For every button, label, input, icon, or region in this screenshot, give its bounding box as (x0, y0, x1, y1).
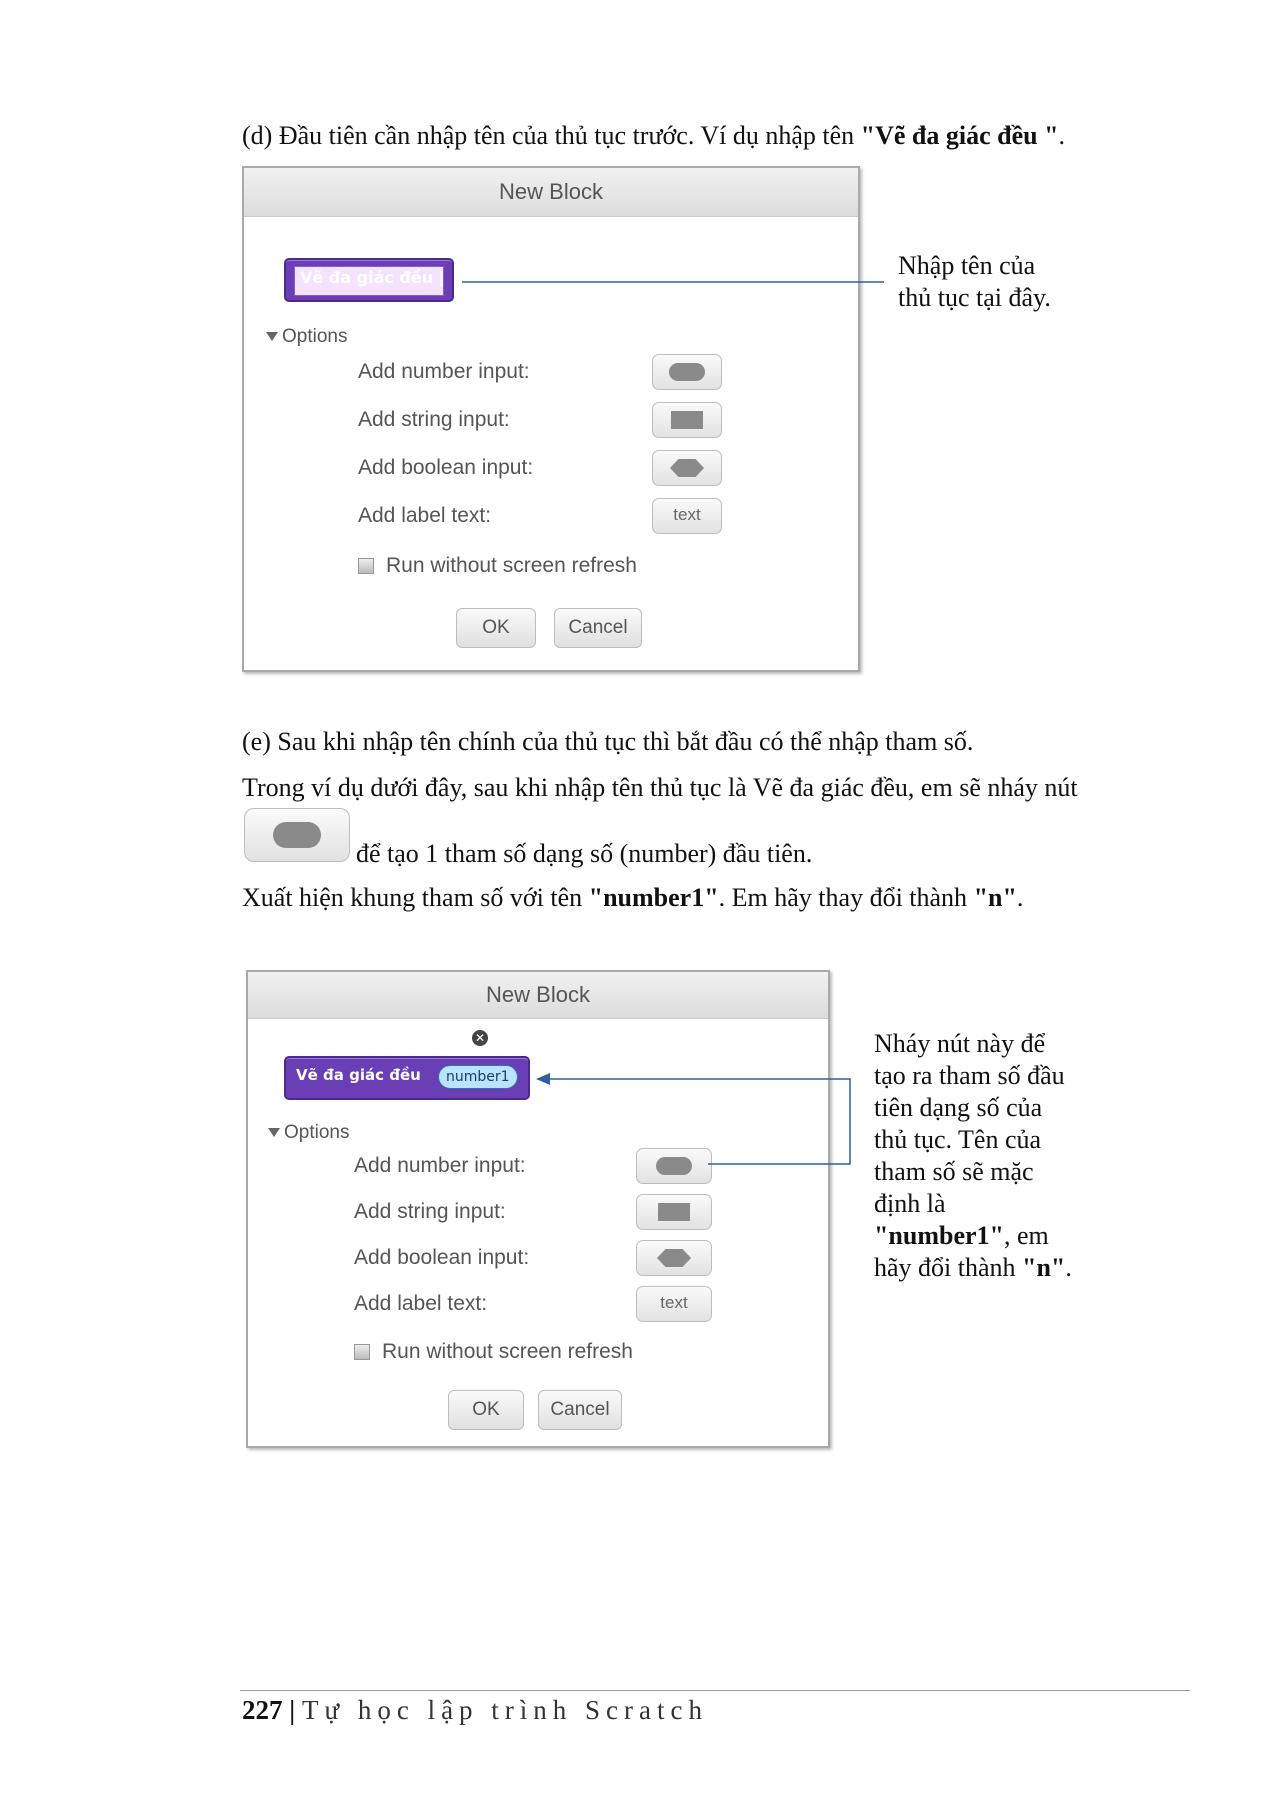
callout-2-line-1: Nháy nút này để (874, 1029, 1046, 1058)
callout-2-line-6: định là (874, 1189, 946, 1218)
add-boolean-input-label: Add boolean input: (358, 456, 534, 479)
callout-2-line-5: tham số sẽ mặc (874, 1157, 1034, 1186)
callout-2-line-3: tiên dạng số của (874, 1093, 1043, 1122)
step-d-bold: "Vẽ đa giác đều " (860, 121, 1059, 150)
callout-1-line-2: thủ tục tại đây. (898, 283, 1051, 312)
run-without-refresh-label: Run without screen refresh (382, 1340, 633, 1363)
ok-button[interactable]: OK (456, 608, 536, 648)
page-number: 227 (242, 1695, 283, 1725)
step-d-text: (d) Đầu tiên cần nhập tên của thủ tục trước. Ví dụ nhập tên (242, 121, 861, 150)
step-e-line-2: Trong ví dụ dưới đây, sau khi nhập tên thủ tục là Vẽ đa giác đều, em sẽ nháy nút (242, 773, 1078, 802)
add-label-text-label: Add label text: (354, 1292, 488, 1315)
cancel-button[interactable]: Cancel (554, 608, 642, 648)
run-without-refresh-label: Run without screen refresh (386, 554, 637, 577)
block-name-text: Vẽ đa giác đều (296, 1066, 421, 1084)
add-boolean-input-label: Add boolean input: (354, 1246, 530, 1269)
callout-2-number1: "number1" (874, 1221, 1004, 1250)
add-number-input-label: Add number input: (358, 360, 530, 383)
dialog-title: New Block (244, 168, 858, 217)
add-label-text-button-text: text (673, 505, 701, 524)
add-label-text-button-text: text (660, 1293, 688, 1312)
callout-2-line-4: thủ tục. Tên của (874, 1125, 1042, 1154)
step-e-line-4-c: . Em hãy thay đổi thành (718, 883, 974, 912)
callout-2-line-2: tạo ra tham số đầu (874, 1061, 1065, 1090)
callout-1-line-1: Nhập tên của (898, 251, 1036, 280)
footer-rule (240, 1690, 1190, 1691)
options-label: Options (284, 1122, 350, 1143)
step-e-line-4-a: Xuất hiện khung tham số với tên (242, 883, 589, 912)
add-string-input-label: Add string input: (354, 1200, 506, 1223)
callout-2-line-8-end: . (1065, 1253, 1072, 1282)
step-e-line-3: để tạo 1 tham số dạng số (number) đầu tiên. (356, 839, 813, 868)
add-string-input-label: Add string input: (358, 408, 510, 431)
ok-button[interactable]: OK (448, 1390, 524, 1430)
book-title: Tự học lập trình Scratch (301, 1695, 709, 1725)
add-label-text-label: Add label text: (358, 504, 492, 527)
step-e-n: "n" (973, 883, 1017, 912)
callout-2-line-7-rest: , em (1004, 1221, 1049, 1250)
callout-2-n: "n" (1022, 1253, 1066, 1282)
callout-2-line-8-a: hãy đổi thành (874, 1253, 1023, 1282)
step-d-end: . (1058, 121, 1066, 150)
page-footer (242, 1695, 708, 1726)
dialog-title: New Block (248, 972, 828, 1019)
block-name-text: Vẽ đa giác đều | (300, 268, 445, 287)
step-e-line-1: (e) Sau khi nhập tên chính của thủ tục thì bắt đầu có thể nhập tham số. (242, 727, 974, 756)
options-label: Options (282, 326, 348, 347)
arrow-head-icon (536, 1073, 550, 1085)
param-number1[interactable]: number1 (438, 1065, 518, 1089)
footer-separator: | (282, 1695, 302, 1725)
cancel-button[interactable]: Cancel (538, 1390, 622, 1430)
step-e-line-4-e: . (1016, 883, 1024, 912)
step-e-number1: "number1" (588, 883, 719, 912)
add-number-input-label: Add number input: (354, 1154, 526, 1177)
callout-2-connector (540, 1079, 850, 1164)
delete-input-icon[interactable]: ✕ (472, 1030, 488, 1046)
